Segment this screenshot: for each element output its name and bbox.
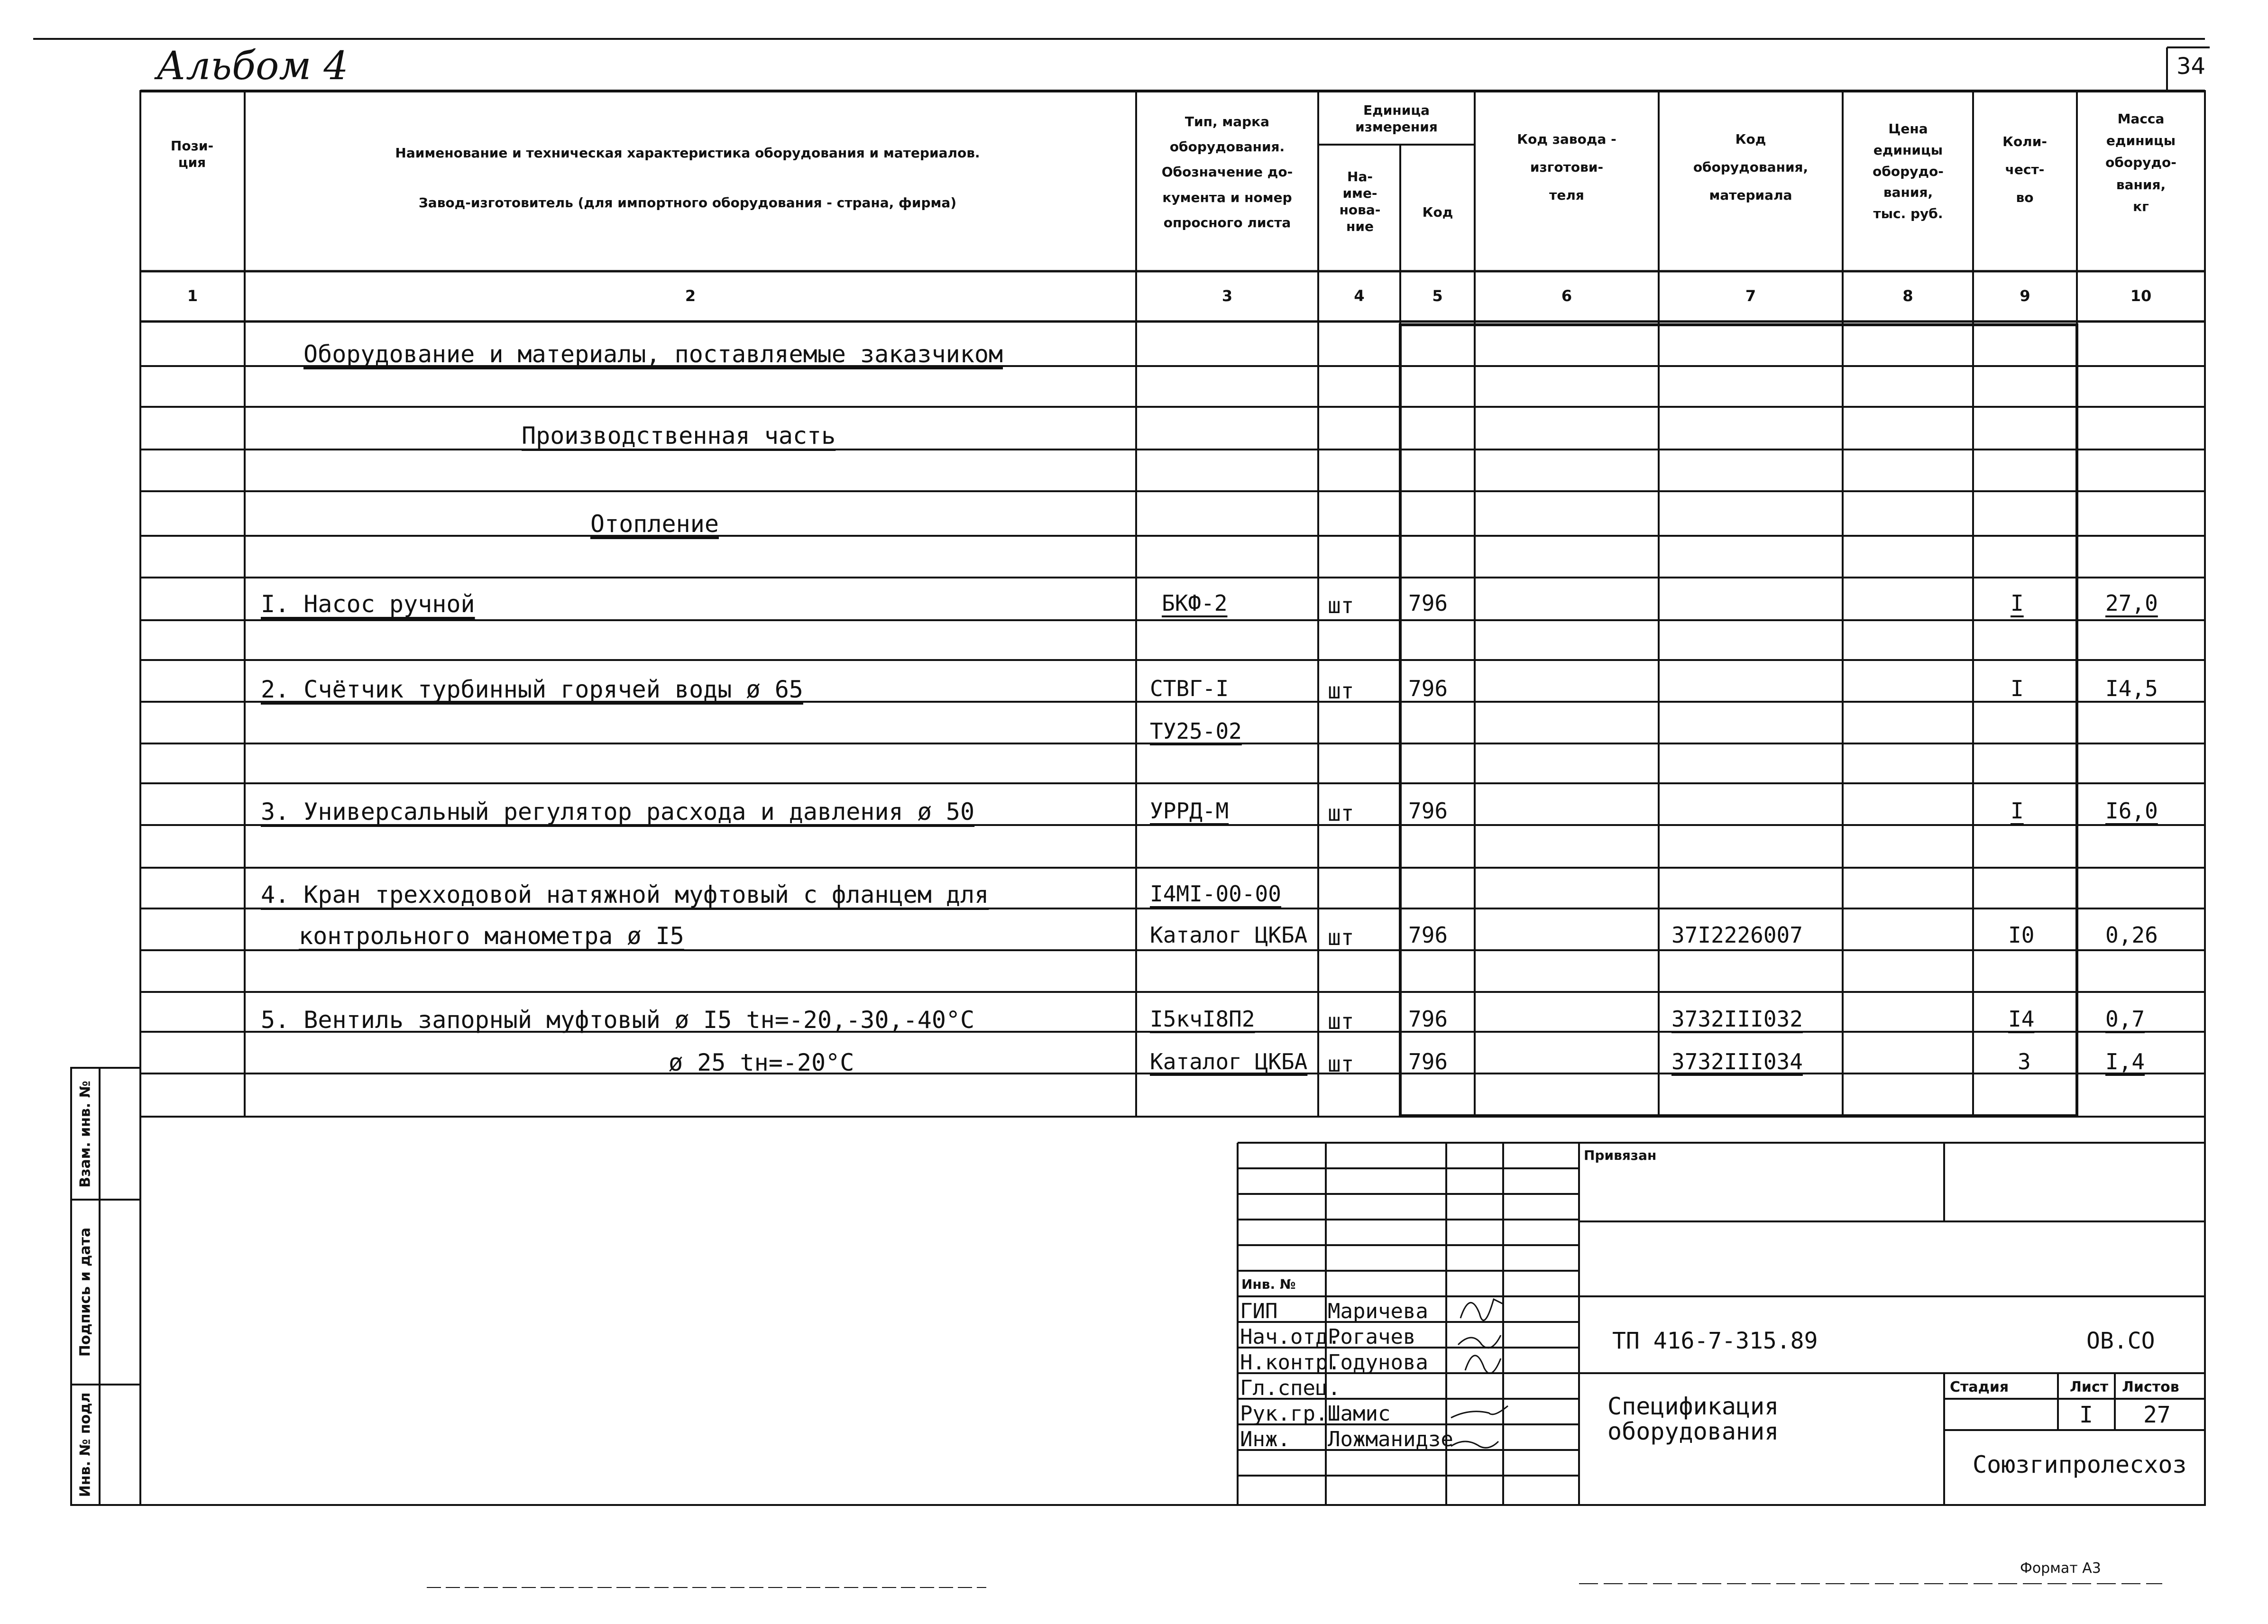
item-4-mass: 0,26 [2105,922,2158,948]
item-4-qty: I0 [2008,922,2035,948]
item-4-code: 796 [1408,922,1448,948]
name-gip: Маричева [1328,1299,1428,1323]
item-5-mass: 0,7 [2105,1006,2145,1032]
inventory-number-label: Инв. № [1241,1276,1296,1292]
item-3-name: 3. Универсальный регулятор расхода и давления ø 50 [261,798,975,826]
stamp-sign-date: Подпись и дата [77,1227,94,1357]
header-price: Цена единицы оборудо- вания, тыс. руб. [1873,121,1944,222]
item-3-type: УРРД-М [1150,798,1229,824]
item-2-qty: I [2011,676,2024,701]
item-2-type-doc: ТУ25-02 [1150,718,1242,744]
item-2-mass: I4,5 [2105,676,2158,701]
role-gip: ГИП [1240,1299,1278,1323]
paper-format: Формат А3 [2020,1560,2101,1577]
item-3-mass: I6,0 [2105,798,2158,824]
item-6-mass: I,4 [2105,1049,2145,1074]
col-number-8: 8 [1902,287,1913,305]
sheets-value: 27 [2143,1402,2171,1428]
sheet-value: I [2079,1402,2093,1428]
item-4-name-cont: контрольного манометра ø I5 [299,922,684,950]
section-production: Производственная часть [522,422,836,450]
stamp-inv-original: Инв. № подл [77,1392,94,1497]
header-maker-code: Код завода - изготови- теля [1517,131,1616,203]
col-number-10: 10 [2130,287,2152,305]
header-mass: Масса единицы оборудо- вания, кг [2105,111,2176,214]
project-code: ТП 416-7-315.89 [1612,1328,1818,1354]
col-number-6: 6 [1561,287,1572,305]
col-number-5: 5 [1432,287,1443,305]
item-4-type: I4MI-00-00 [1150,881,1281,907]
header-quantity: Коли- чест- во [2002,134,2047,205]
col-number-3: 3 [1221,287,1233,305]
item-4-type-doc: Каталог ЦКБА [1150,922,1308,948]
role-group-head: Рук.гр. [1240,1402,1328,1426]
item-6-code: 796 [1408,1049,1448,1074]
item-6-eq-code: 3732III034 [1671,1049,1803,1074]
role-dept-head: Нач.отд. [1240,1325,1341,1349]
header-position: Пози- ция [170,138,214,170]
item-4-eq-code: 37I2226007 [1671,922,1803,948]
header-name-line2: Завод-изготовитель (для импортного оборудования - страна, фирма) [418,195,957,211]
section-heating: Отопление [590,510,719,538]
attached-label: Привязан [1584,1147,1657,1163]
sheet-label: Лист [2070,1379,2109,1395]
document-code: ОВ.СО [2086,1328,2155,1354]
role-chief-spec: Гл.спец. [1240,1376,1341,1400]
header-name-line1: Наименование и техническая характеристика оборудования и материалов. [395,145,980,161]
sheet-number: 34 [2176,53,2206,80]
header-unit-name: На- име- нова- ние [1339,169,1381,234]
item-3-code: 796 [1408,798,1448,824]
col-number-7: 7 [1745,287,1756,305]
name-engineer: Ложманидзе [1328,1427,1453,1451]
item-2-type: СТВГ-I [1150,676,1229,701]
album-label: Альбом 4 [156,44,349,89]
stage-label: Стадия [1950,1379,2009,1395]
item-5-type: I5кчI8П2 [1150,1006,1255,1032]
item-1-qty: I [2011,590,2024,616]
col-number-4: 4 [1354,287,1365,305]
header-type: Тип, марка оборудования. Обозначение до- кумента и номер опросного листа [1161,114,1293,230]
item-5-qty: I4 [2008,1006,2035,1032]
header-unit-group: Единица измерения [1355,102,1438,135]
item-1-code: 796 [1408,590,1448,616]
item-5-name: 5. Вентиль запорный муфтовый ø I5 tн=-20,-30,-40°С [261,1006,975,1034]
organization: Союзгипролесхоз [1973,1451,2187,1478]
item-4-unit: шт [1328,925,1354,950]
item-5-eq-code: 3732III032 [1671,1006,1803,1032]
name-norm-control: Годунова [1328,1350,1428,1375]
item-1-name: I. Насос ручной [261,590,475,618]
name-dept-head: Рогачев [1328,1325,1416,1349]
stamp-inv-replace: Взам. инв. № [77,1081,94,1188]
item-6-type: Каталог ЦКБА [1150,1049,1308,1074]
name-group-head: Шамис [1328,1402,1391,1426]
item-3-unit: шт [1328,800,1354,826]
item-2-name: 2. Счётчик турбинный горячей воды ø 65 [261,676,803,703]
item-6-qty: 3 [2018,1049,2031,1074]
role-engineer: Инж. [1240,1427,1290,1451]
role-norm-control: Н.контр. [1240,1350,1341,1375]
header-unit-code: Код [1422,204,1453,220]
item-5-unit: шт [1328,1009,1354,1034]
document-title: Спецификация оборудования [1607,1393,1779,1445]
item-6-unit: шт [1328,1051,1354,1077]
item-3-qty: I [2011,798,2024,824]
col-number-1: 1 [187,287,198,305]
col-number-2: 2 [685,287,696,305]
item-1-mass: 27,0 [2105,590,2158,616]
section-supplied: Оборудование и материалы, поставляемые заказчиком [303,340,1003,368]
item-1-unit: шт [1328,593,1354,618]
item-2-unit: шт [1328,678,1354,704]
item-5-code: 796 [1408,1006,1448,1032]
sheets-label: Листов [2122,1379,2179,1395]
col-number-9: 9 [2020,287,2030,305]
item-1-type: БКФ-2 [1162,590,1228,616]
item-6-name: ø 25 tн=-20°С [669,1049,854,1076]
item-4-name: 4. Кран трехходовой натяжной муфтовый с фланцем для [261,881,989,908]
item-2-code: 796 [1408,676,1448,701]
header-equipment-code: Код оборудования, материала [1693,131,1809,203]
